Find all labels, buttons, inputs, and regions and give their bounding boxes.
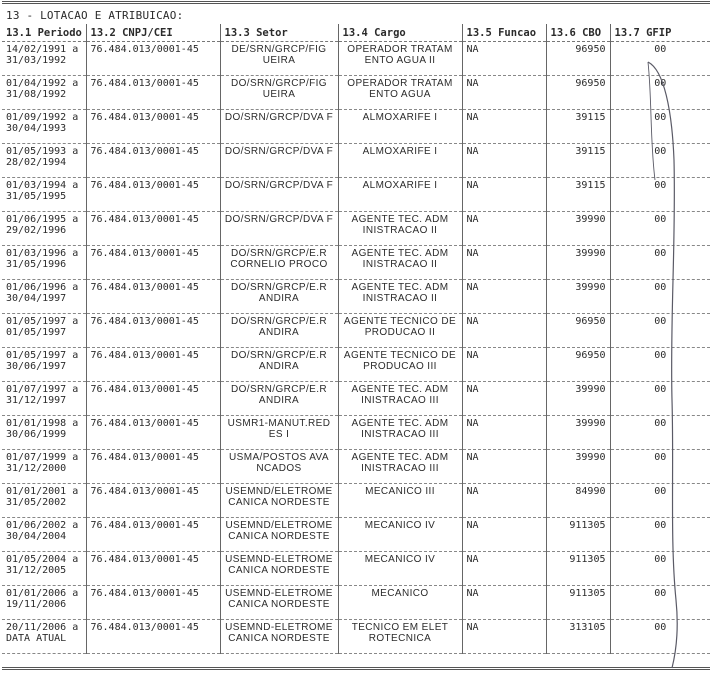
cell-cnpj: 76.484.013/0001-45: [86, 518, 220, 552]
cell-funcao: NA: [462, 144, 546, 178]
table-row: [2, 518, 710, 552]
cell-cnpj: 76.484.013/0001-45: [86, 178, 220, 212]
table-header-row: [2, 24, 710, 42]
cell-cnpj: 76.484.013/0001-45: [86, 144, 220, 178]
col-header-cargo: 13.4 Cargo: [338, 24, 462, 42]
cell-funcao: NA: [462, 620, 546, 654]
table-row: [2, 586, 710, 620]
cell-cbo: 911305: [546, 586, 610, 620]
cell-periodo: 01/05/1997 a 01/05/1997: [2, 314, 86, 348]
cell-periodo: 01/06/1996 a 30/04/1997: [2, 280, 86, 314]
cell-periodo: 01/05/1997 a 30/06/1997: [2, 348, 86, 382]
cell-cbo: 96950: [546, 348, 610, 382]
cell-gfip: 00: [610, 144, 710, 178]
cell-periodo: 20/11/2006 a DATA ATUAL: [2, 620, 86, 654]
table-row: [2, 450, 710, 484]
cell-gfip: 00: [610, 280, 710, 314]
cell-gfip: 00: [610, 620, 710, 654]
cell-cargo: AGENTE TEC. ADM INISTRACAO III: [338, 382, 462, 416]
cell-cbo: 911305: [546, 518, 610, 552]
cell-cargo: ALMOXARIFE I: [338, 144, 462, 178]
cell-cbo: 96950: [546, 76, 610, 110]
cell-gfip: 00: [610, 586, 710, 620]
cell-cbo: 96950: [546, 314, 610, 348]
cell-cbo: 39115: [546, 110, 610, 144]
cell-cargo: AGENTE TEC. ADM INISTRACAO III: [338, 450, 462, 484]
cell-gfip: 00: [610, 76, 710, 110]
table-row: [2, 42, 710, 76]
cell-cbo: 39990: [546, 212, 610, 246]
top-double-rule: [2, 1, 710, 4]
col-header-cbo: 13.6 CBO: [546, 24, 610, 42]
cell-periodo: 01/01/1998 a 30/06/1999: [2, 416, 86, 450]
cell-gfip: 00: [610, 416, 710, 450]
table-row: [2, 144, 710, 178]
table-body: [2, 42, 710, 654]
cell-cbo: 39115: [546, 144, 610, 178]
table-row: [2, 110, 710, 144]
cell-cbo: 39990: [546, 280, 610, 314]
cell-cargo: OPERADOR TRATAM ENTO AGUA II: [338, 42, 462, 76]
cell-cargo: AGENTE TEC. ADM INISTRACAO II: [338, 246, 462, 280]
table-row: [2, 314, 710, 348]
cell-setor: DO/SRN/GRCP/E.R ANDIRA: [220, 382, 338, 416]
table-row: [2, 280, 710, 314]
cell-cargo: AGENTE TEC. ADM INISTRACAO III: [338, 416, 462, 450]
cell-funcao: NA: [462, 280, 546, 314]
cell-cnpj: 76.484.013/0001-45: [86, 42, 220, 76]
cell-cnpj: 76.484.013/0001-45: [86, 110, 220, 144]
table-row: [2, 212, 710, 246]
cell-funcao: NA: [462, 586, 546, 620]
cell-periodo: 01/07/1999 a 31/12/2000: [2, 450, 86, 484]
cell-periodo: 01/03/1996 a 31/05/1996: [2, 246, 86, 280]
cell-cnpj: 76.484.013/0001-45: [86, 450, 220, 484]
cell-setor: USEMND/ELETROME CANICA NORDESTE: [220, 518, 338, 552]
cell-gfip: 00: [610, 314, 710, 348]
table-row: [2, 348, 710, 382]
cell-gfip: 00: [610, 178, 710, 212]
cell-gfip: 00: [610, 518, 710, 552]
cell-gfip: 00: [610, 450, 710, 484]
cell-setor: DO/SRN/GRCP/E.R ANDIRA: [220, 280, 338, 314]
cell-funcao: NA: [462, 348, 546, 382]
cell-funcao: NA: [462, 484, 546, 518]
cell-gfip: 00: [610, 110, 710, 144]
cell-setor: USEMND-ELETROME CANICA NORDESTE: [220, 620, 338, 654]
cell-funcao: NA: [462, 246, 546, 280]
cell-funcao: NA: [462, 212, 546, 246]
cell-cargo: AGENTE TECNICO DE PRODUCAO III: [338, 348, 462, 382]
col-header-cnpj: 13.2 CNPJ/CEI: [86, 24, 220, 42]
cell-gfip: 00: [610, 552, 710, 586]
cell-periodo: 01/04/1992 a 31/08/1992: [2, 76, 86, 110]
cell-setor: USEMND-ELETROME CANICA NORDESTE: [220, 552, 338, 586]
cell-setor: DE/SRN/GRCP/FIG UEIRA: [220, 42, 338, 76]
table-row: [2, 382, 710, 416]
cell-periodo: 01/09/1992 a 30/04/1993: [2, 110, 86, 144]
cell-cargo: MECANICO IV: [338, 518, 462, 552]
cell-funcao: NA: [462, 76, 546, 110]
cell-cargo: MECANICO IV: [338, 552, 462, 586]
cell-cnpj: 76.484.013/0001-45: [86, 484, 220, 518]
section-title: 13 - LOTACAO E ATRIBUICAO:: [6, 9, 184, 22]
cell-cargo: OPERADOR TRATAM ENTO AGUA: [338, 76, 462, 110]
cell-funcao: NA: [462, 178, 546, 212]
cell-gfip: 00: [610, 212, 710, 246]
cell-cbo: 39990: [546, 416, 610, 450]
bottom-double-rule: [2, 667, 710, 670]
cell-periodo: 01/01/2006 a 19/11/2006: [2, 586, 86, 620]
cell-cnpj: 76.484.013/0001-45: [86, 382, 220, 416]
cell-funcao: NA: [462, 382, 546, 416]
table-row: [2, 246, 710, 280]
cell-cargo: TECNICO EM ELET ROTECNICA: [338, 620, 462, 654]
cell-setor: DO/SRN/GRCP/E.R CORNELIO PROCO: [220, 246, 338, 280]
cell-setor: DO/SRN/GRCP/DVA F: [220, 144, 338, 178]
col-header-setor: 13.3 Setor: [220, 24, 338, 42]
cell-setor: DO/SRN/GRCP/E.R ANDIRA: [220, 348, 338, 382]
cell-setor: DO/SRN/GRCP/E.R ANDIRA: [220, 314, 338, 348]
cell-cnpj: 76.484.013/0001-45: [86, 416, 220, 450]
cell-periodo: 01/05/2004 a 31/12/2005: [2, 552, 86, 586]
cell-setor: DO/SRN/GRCP/DVA F: [220, 178, 338, 212]
cell-cbo: 39990: [546, 246, 610, 280]
table-row: [2, 76, 710, 110]
cell-cbo: 911305: [546, 552, 610, 586]
cell-funcao: NA: [462, 518, 546, 552]
cell-setor: DO/SRN/GRCP/FIG UEIRA: [220, 76, 338, 110]
cell-cnpj: 76.484.013/0001-45: [86, 552, 220, 586]
cell-gfip: 00: [610, 42, 710, 76]
cell-periodo: 01/06/2002 a 30/04/2004: [2, 518, 86, 552]
cell-cargo: MECANICO: [338, 586, 462, 620]
col-header-gfip: 13.7 GFIP: [610, 24, 710, 42]
cell-funcao: NA: [462, 552, 546, 586]
cell-cnpj: 76.484.013/0001-45: [86, 586, 220, 620]
col-header-funcao: 13.5 Funcao: [462, 24, 546, 42]
cell-cargo: AGENTE TEC. ADM INISTRACAO II: [338, 280, 462, 314]
cell-setor: DO/SRN/GRCP/DVA F: [220, 110, 338, 144]
cell-cbo: 39115: [546, 178, 610, 212]
cell-cargo: AGENTE TECNICO DE PRODUCAO II: [338, 314, 462, 348]
cell-cargo: ALMOXARIFE I: [338, 110, 462, 144]
table-row: [2, 552, 710, 586]
cell-setor: DO/SRN/GRCP/DVA F: [220, 212, 338, 246]
cell-cnpj: 76.484.013/0001-45: [86, 76, 220, 110]
cell-periodo: 01/03/1994 a 31/05/1995: [2, 178, 86, 212]
cell-cbo: 96950: [546, 42, 610, 76]
table-row: [2, 416, 710, 450]
cell-gfip: 00: [610, 484, 710, 518]
col-header-periodo: 13.1 Periodo: [2, 24, 86, 42]
cell-gfip: 00: [610, 348, 710, 382]
cell-cargo: AGENTE TEC. ADM INISTRACAO II: [338, 212, 462, 246]
cell-cnpj: 76.484.013/0001-45: [86, 212, 220, 246]
cell-cbo: 39990: [546, 450, 610, 484]
table-row: [2, 620, 710, 654]
cell-cnpj: 76.484.013/0001-45: [86, 314, 220, 348]
cell-cargo: MECANICO III: [338, 484, 462, 518]
cell-setor: USMA/POSTOS AVA NCADOS: [220, 450, 338, 484]
cell-funcao: NA: [462, 314, 546, 348]
cell-cnpj: 76.484.013/0001-45: [86, 348, 220, 382]
cell-cbo: 313105: [546, 620, 610, 654]
cell-periodo: 01/05/1993 a 28/02/1994: [2, 144, 86, 178]
cell-gfip: 00: [610, 382, 710, 416]
cell-cnpj: 76.484.013/0001-45: [86, 280, 220, 314]
table-row: [2, 484, 710, 518]
cell-funcao: NA: [462, 110, 546, 144]
cell-funcao: NA: [462, 42, 546, 76]
cell-cnpj: 76.484.013/0001-45: [86, 246, 220, 280]
lotacao-table: [2, 24, 710, 654]
cell-periodo: 01/06/1995 a 29/02/1996: [2, 212, 86, 246]
cell-cnpj: 76.484.013/0001-45: [86, 620, 220, 654]
cell-setor: USEMND-ELETROME CANICA NORDESTE: [220, 586, 338, 620]
cell-periodo: 14/02/1991 a 31/03/1992: [2, 42, 86, 76]
table-row: [2, 178, 710, 212]
cell-cargo: ALMOXARIFE I: [338, 178, 462, 212]
cell-funcao: NA: [462, 450, 546, 484]
cell-setor: USMR1-MANUT.RED ES I: [220, 416, 338, 450]
cell-cbo: 84990: [546, 484, 610, 518]
cell-periodo: 01/07/1997 a 31/12/1997: [2, 382, 86, 416]
cell-setor: USEMND/ELETROME CANICA NORDESTE: [220, 484, 338, 518]
cell-gfip: 00: [610, 246, 710, 280]
cell-funcao: NA: [462, 416, 546, 450]
cell-cbo: 39990: [546, 382, 610, 416]
cell-periodo: 01/01/2001 a 31/05/2002: [2, 484, 86, 518]
